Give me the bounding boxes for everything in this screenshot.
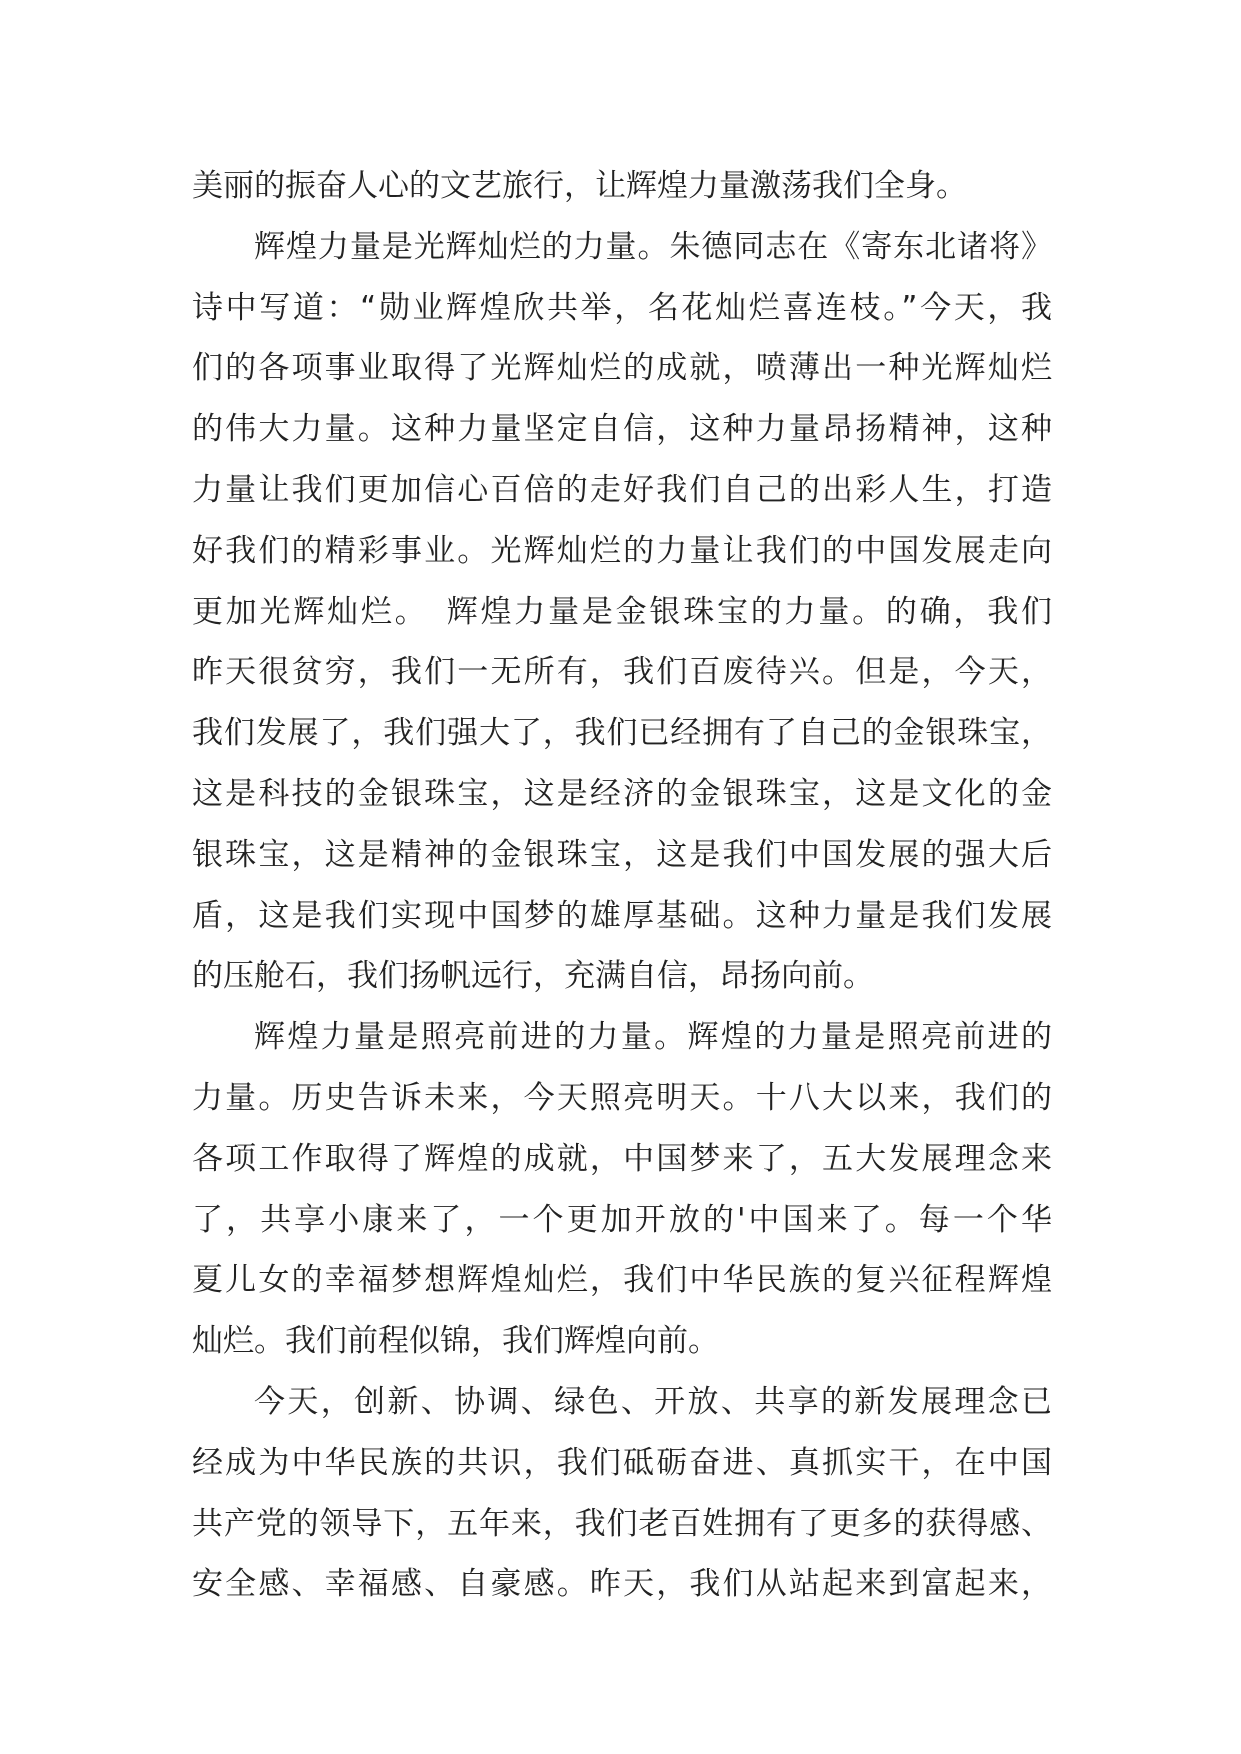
- text-line: 了，共享小康来了，一个更加开放的'中国来了。每一个华: [192, 1201, 1052, 1238]
- text-line: 各项工作取得了辉煌的成就，中国梦来了，五大发展理念来: [192, 1140, 1052, 1177]
- text-line: 力量让我们更加信心百倍的走好我们自己的出彩人生，打造: [192, 471, 1052, 508]
- text-line: 灿烂。我们前程似锦，我们辉煌向前。: [192, 1323, 719, 1360]
- text-line: 好我们的精彩事业。光辉灿烂的力量让我们的中国发展走向: [192, 532, 1052, 569]
- text-line: 更加光辉灿烂。 辉煌力量是金银珠宝的力量。的确，我们: [192, 593, 1052, 630]
- body-text: [192, 156, 1052, 1615]
- text-line: 这是科技的金银珠宝，这是经济的金银珠宝，这是文化的金: [192, 775, 1052, 812]
- text-line: 安全感、幸福感、自豪感。昨天，我们从站起来到富起来，: [192, 1566, 1052, 1603]
- text-line: 昨天很贫穷，我们一无所有，我们百废待兴。但是，今天，: [192, 654, 1052, 691]
- text-line: 共产党的领导下，五年来，我们老百姓拥有了更多的获得感、: [192, 1505, 1052, 1542]
- text-line: 诗中写道：“勋业辉煌欣共举，名花灿烂喜连枝。”今天，我: [192, 289, 1052, 326]
- text-line: 我们发展了，我们强大了，我们已经拥有了自己的金银珠宝，: [192, 715, 1052, 752]
- paragraph-first-line: 辉煌力量是光辉灿烂的力量。朱德同志在《寄东北诸将》: [254, 228, 1052, 265]
- paragraph-first-line: 今天，创新、协调、绿色、开放、共享的新发展理念已: [254, 1383, 1052, 1420]
- text-line: 美丽的振奋人心的文艺旅行，让辉煌力量激荡我们全身。: [192, 168, 967, 204]
- text-line: 的伟大力量。这种力量坚定自信，这种力量昂扬精神，这种: [192, 411, 1052, 448]
- text-line: 夏儿女的幸福梦想辉煌灿烂，我们中华民族的复兴征程辉煌: [192, 1262, 1052, 1299]
- text-line: 经成为中华民族的共识，我们砥砺奋进、真抓实干，在中国: [192, 1444, 1052, 1481]
- paragraph-first-line: 辉煌力量是照亮前进的力量。辉煌的力量是照亮前进的: [254, 1019, 1052, 1056]
- text-line: 的压舱石，我们扬帆远行，充满自信，昂扬向前。: [192, 958, 874, 995]
- text-line: 银珠宝，这是精神的金银珠宝，这是我们中国发展的强大后: [192, 836, 1052, 873]
- text-line: 们的各项事业取得了光辉灿烂的成就，喷薄出一种光辉灿烂: [192, 350, 1052, 387]
- text-line: 力量。历史告诉未来，今天照亮明天。十八大以来，我们的: [192, 1079, 1052, 1116]
- text-line: 盾，这是我们实现中国梦的雄厚基础。这种力量是我们发展: [192, 897, 1052, 934]
